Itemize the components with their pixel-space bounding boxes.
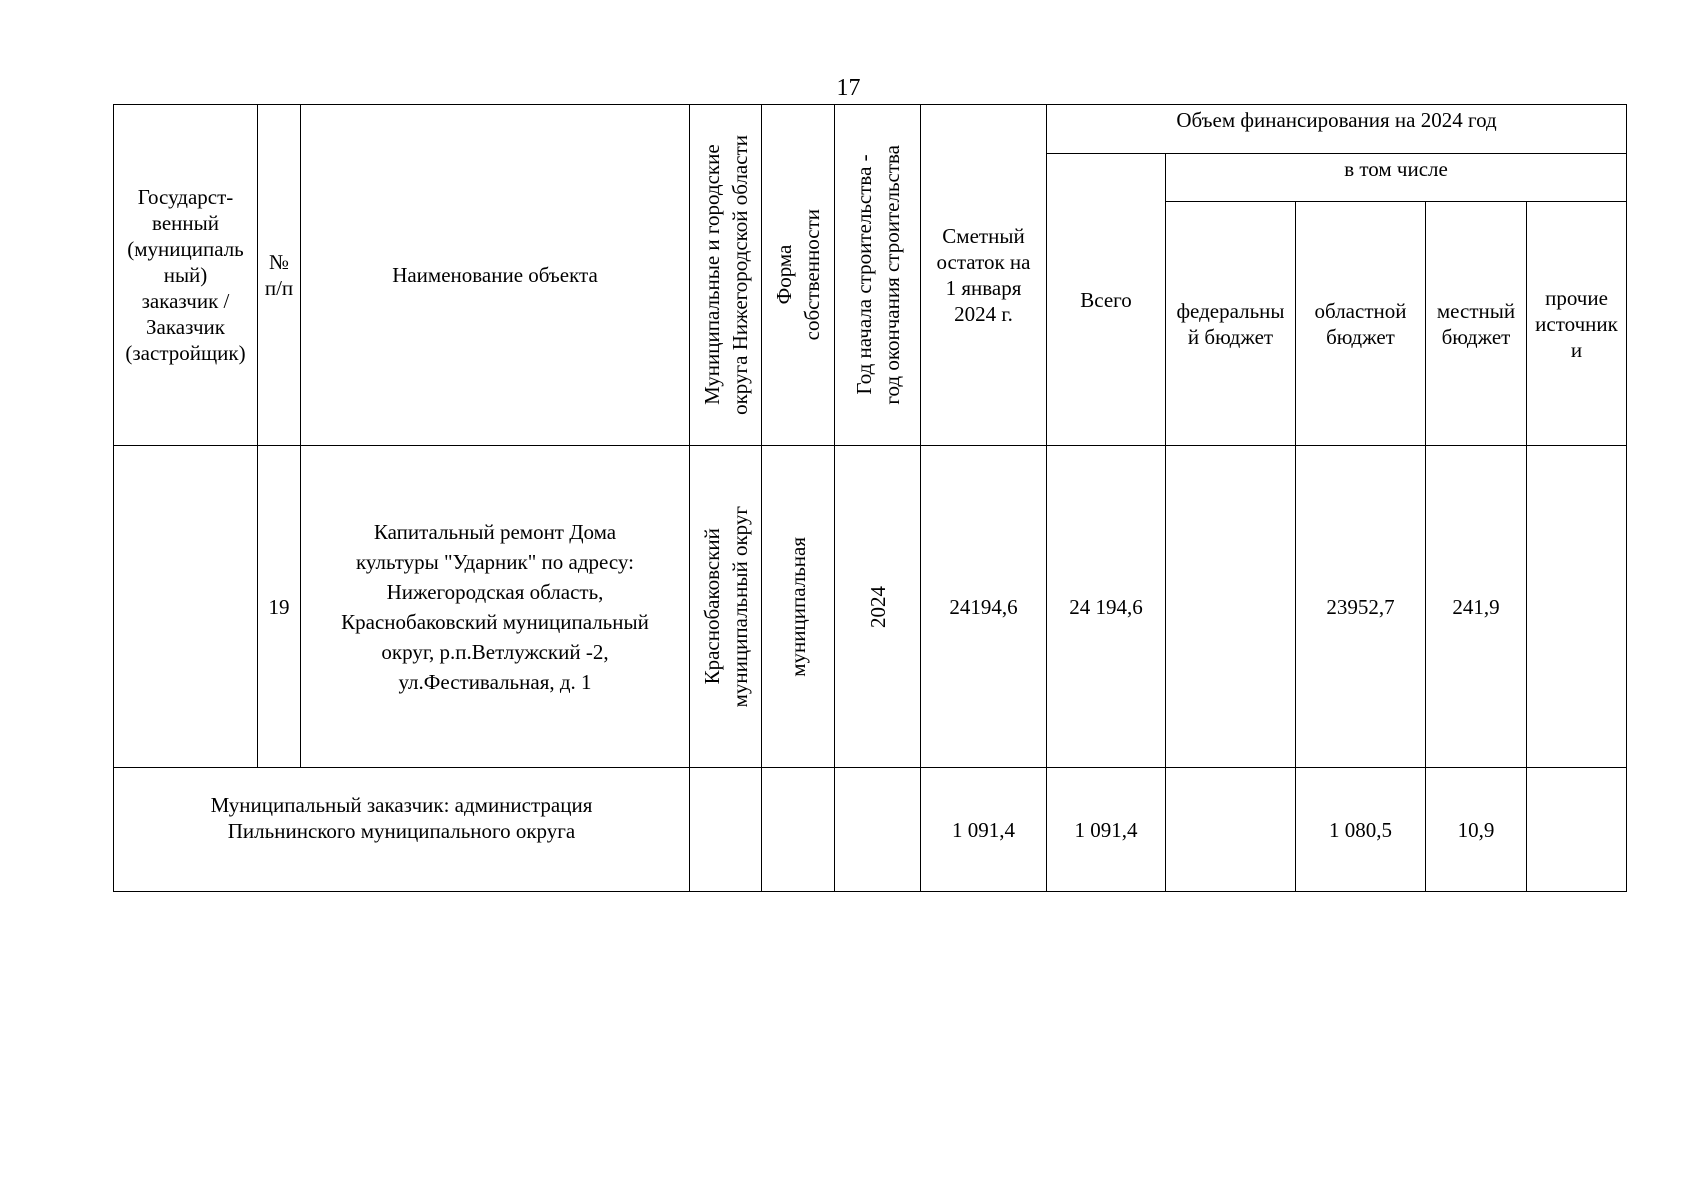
summary-row: [114, 768, 1627, 892]
row-total: 24 194,6: [1047, 446, 1166, 768]
summary-total: 1 091,4: [1047, 768, 1166, 892]
header-funding: Объем финансирования на 2024 год: [1047, 105, 1627, 154]
summary-federal: [1166, 768, 1296, 892]
row-num: 19: [258, 446, 301, 768]
summary-municipality: [690, 768, 762, 892]
header-including: в том числе: [1166, 154, 1627, 202]
row-regional: 23952,7: [1296, 446, 1426, 768]
row-object-name: Капитальный ремонт Дома культуры "Ударник" по адресу: Нижегородская область, Краснобаковский муниципальный округ, р.п.Ветлужский -2, ул.Фестивальная, д. 1: [301, 446, 690, 768]
summary-other: [1527, 768, 1627, 892]
summary-ownership: [762, 768, 835, 892]
row-ownership: [762, 446, 835, 768]
financing-table: [113, 104, 1627, 892]
summary-label: Муниципальный заказчик: администрация Пильнинского муниципального округа: [114, 768, 690, 892]
header-other: прочие источник и: [1527, 202, 1627, 446]
row-municipality: [690, 446, 762, 768]
header-object-name: Наименование объекта: [301, 105, 690, 446]
header-total: Всего: [1047, 154, 1166, 446]
header-years: [835, 105, 921, 446]
row-ownership-text: муниципальная: [786, 536, 810, 677]
header-years-text: Год начала строительства - год окончания строительства: [851, 145, 904, 405]
row-years-text: 2024: [865, 585, 890, 628]
summary-local: 10,9: [1426, 768, 1527, 892]
header-ownership-text: Форма собственности: [772, 209, 824, 341]
summary-years: [835, 768, 921, 892]
row-federal: [1166, 446, 1296, 768]
header-municipality-text: Муниципальные и городские округа Нижегородской области: [699, 135, 752, 415]
row-municipality-text: Краснобаковский муниципальный округ: [699, 505, 752, 708]
row-years: [835, 446, 921, 768]
header-regional: областной бюджет: [1296, 202, 1426, 446]
page-number: 17: [836, 75, 861, 101]
summary-regional: 1 080,5: [1296, 768, 1426, 892]
header-municipality: [690, 105, 762, 446]
header-estimate: Сметный остаток на 1 января 2024 г.: [921, 105, 1047, 446]
header-federal: федеральны й бюджет: [1166, 202, 1296, 446]
header-local: местный бюджет: [1426, 202, 1527, 446]
row-estimate: 24194,6: [921, 446, 1047, 768]
row-customer: [114, 446, 258, 768]
header-customer: Государст- венный (муниципаль ный) заказчик / Заказчик (застройщик): [114, 105, 258, 446]
header-ownership: [762, 105, 835, 446]
summary-estimate: 1 091,4: [921, 768, 1047, 892]
header-num: № п/п: [258, 105, 301, 446]
row-other: [1527, 446, 1627, 768]
row-local: 241,9: [1426, 446, 1527, 768]
table-row: [114, 446, 1627, 768]
header-row-1: [114, 105, 1627, 154]
